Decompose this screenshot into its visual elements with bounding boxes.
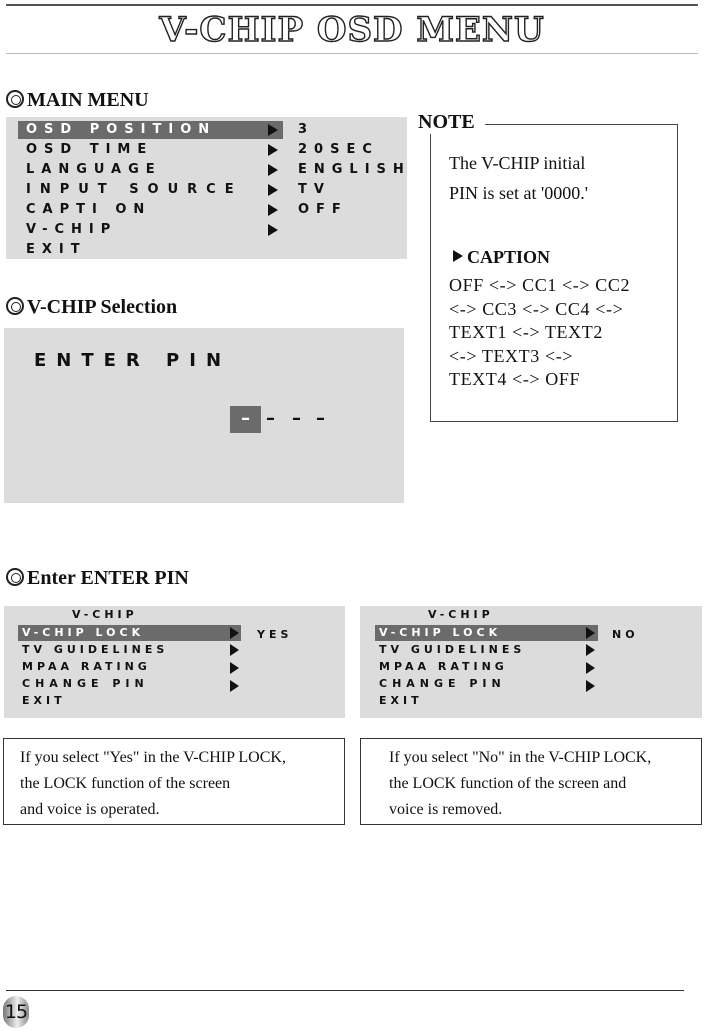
info-yes-line-2: the LOCK function of the screen — [20, 775, 231, 792]
page-number: 15 — [3, 996, 29, 1028]
caption-line-2: <-> CC3 <-> CC4 <-> — [449, 299, 624, 319]
arrow-right-icon — [268, 164, 278, 176]
exit-item[interactable] — [379, 693, 423, 709]
arrow-right-icon — [268, 124, 278, 136]
menu-item-label: EXIT — [26, 242, 87, 257]
page-title: V-CHIP OSD MENU — [159, 10, 545, 50]
exit-item[interactable] — [22, 693, 66, 709]
vchip-item-label: MPAA RATING — [379, 660, 508, 673]
caption-heading-text: CAPTION — [467, 247, 551, 267]
menu-item-label: CAPTI ON — [26, 202, 152, 217]
enter-pin-label: ENTER PIN — [34, 350, 232, 371]
double-circle-icon — [6, 90, 24, 108]
arrow-right-icon — [268, 224, 278, 236]
arrow-right-icon — [230, 662, 239, 674]
menu-value-caption: OFF — [298, 202, 348, 217]
caption-heading — [453, 247, 550, 268]
double-circle-icon — [6, 297, 24, 315]
arrow-right-icon — [268, 184, 278, 196]
info-yes-line-1: If you select "Yes" in the V-CHIP LOCK, — [20, 749, 286, 766]
enter-pin-panel — [4, 328, 404, 503]
main-menu-heading — [6, 89, 149, 112]
vchip-item-label: EXIT — [22, 694, 66, 707]
menu-item-label: LANGUAGE — [26, 162, 162, 177]
note-line-2: PIN is set at '0000.' — [449, 183, 588, 203]
vchip-selection-heading-text: V-CHIP Selection — [27, 296, 178, 318]
menu-item-label: V-CHIP — [26, 222, 118, 237]
menu-item-label: OSD TIME — [26, 142, 154, 157]
main-menu-heading-text: MAIN MENU — [27, 89, 149, 111]
menu-value-input-source: TV — [298, 182, 331, 197]
pin-digit-1[interactable]: – — [230, 406, 261, 433]
pin-digit-4[interactable]: – — [316, 408, 325, 429]
mpaa-rating-item[interactable] — [22, 659, 151, 675]
double-circle-icon — [6, 568, 24, 586]
arrow-right-icon — [268, 144, 278, 156]
arrow-right-icon — [586, 627, 595, 639]
vchip-item-label: CHANGE PIN — [379, 677, 506, 690]
info-yes-line-3: and voice is operated. — [20, 801, 160, 818]
arrow-right-icon — [586, 662, 595, 674]
menu-item-osd-position[interactable] — [18, 121, 283, 139]
bottom-rule — [6, 990, 684, 991]
vchip-lock-item[interactable] — [375, 625, 598, 641]
vchip-lock-value: NO — [612, 628, 639, 641]
note-label: NOTE — [418, 111, 485, 134]
tv-guidelines-item[interactable] — [379, 642, 525, 658]
menu-value-language: ENGLISH — [298, 162, 411, 177]
arrow-right-icon — [268, 204, 278, 216]
info-box-no — [360, 738, 702, 825]
menu-item-exit[interactable] — [18, 241, 87, 259]
caption-line-4: <-> TEXT3 <-> — [449, 346, 574, 366]
pin-digit-2[interactable]: – — [266, 408, 275, 429]
vchip-item-label: V-CHIP LOCK — [379, 626, 502, 639]
vchip-panel-title: V-CHIP — [72, 608, 138, 621]
caption-line-5: TEXT4 <-> OFF — [449, 369, 581, 389]
menu-item-language[interactable] — [18, 161, 162, 179]
info-box-yes — [3, 738, 345, 825]
vchip-item-label: TV GUIDELINES — [379, 643, 526, 656]
vchip-panel-yes — [4, 606, 345, 718]
mpaa-rating-item[interactable] — [379, 659, 508, 675]
vchip-panel-title: V-CHIP — [428, 608, 494, 621]
arrow-right-icon — [586, 644, 595, 656]
info-no-line-1: If you select "No" in the V-CHIP LOCK, — [389, 749, 652, 766]
info-no-line-3: voice is removed. — [389, 801, 503, 818]
vchip-item-label: MPAA RATING — [22, 660, 151, 673]
vchip-panel-no — [360, 606, 702, 718]
vchip-item-label: CHANGE PIN — [22, 677, 149, 690]
caption-line-1: OFF <-> CC1 <-> CC2 — [449, 275, 631, 295]
triangle-right-icon — [453, 250, 463, 262]
menu-item-osd-time[interactable] — [18, 141, 153, 159]
info-no-line-2: the LOCK function of the screen and — [389, 775, 627, 792]
arrow-right-icon — [586, 680, 595, 692]
arrow-right-icon — [230, 644, 239, 656]
enter-pin-heading — [6, 567, 189, 590]
change-pin-item[interactable] — [22, 676, 149, 692]
enter-pin-heading-text: Enter ENTER PIN — [27, 567, 189, 589]
main-menu-panel — [6, 117, 411, 259]
menu-item-label: INPUT SOURCE — [26, 182, 243, 197]
menu-value-osd-time: 20SEC — [298, 142, 379, 157]
tv-guidelines-item[interactable] — [22, 642, 168, 658]
vchip-selection-heading — [6, 296, 177, 319]
menu-item-label: OSD POSITION — [26, 122, 217, 137]
menu-value-osd-position: 3 — [298, 122, 315, 137]
vchip-lock-value: YES — [257, 628, 293, 641]
arrow-right-icon — [230, 627, 239, 639]
vchip-item-label: EXIT — [379, 694, 423, 707]
pin-digit-3[interactable]: – — [292, 408, 301, 429]
change-pin-item[interactable] — [379, 676, 506, 692]
menu-item-input-source[interactable] — [18, 181, 243, 199]
vchip-item-label: V-CHIP LOCK — [22, 626, 145, 639]
menu-item-vchip[interactable] — [18, 221, 117, 239]
arrow-right-icon — [230, 680, 239, 692]
menu-item-caption[interactable] — [18, 201, 151, 219]
vchip-lock-item[interactable] — [18, 625, 241, 641]
vchip-item-label: TV GUIDELINES — [22, 643, 169, 656]
note-line-1: The V-CHIP initial — [449, 153, 586, 173]
caption-line-3: TEXT1 <-> TEXT2 — [449, 322, 603, 342]
